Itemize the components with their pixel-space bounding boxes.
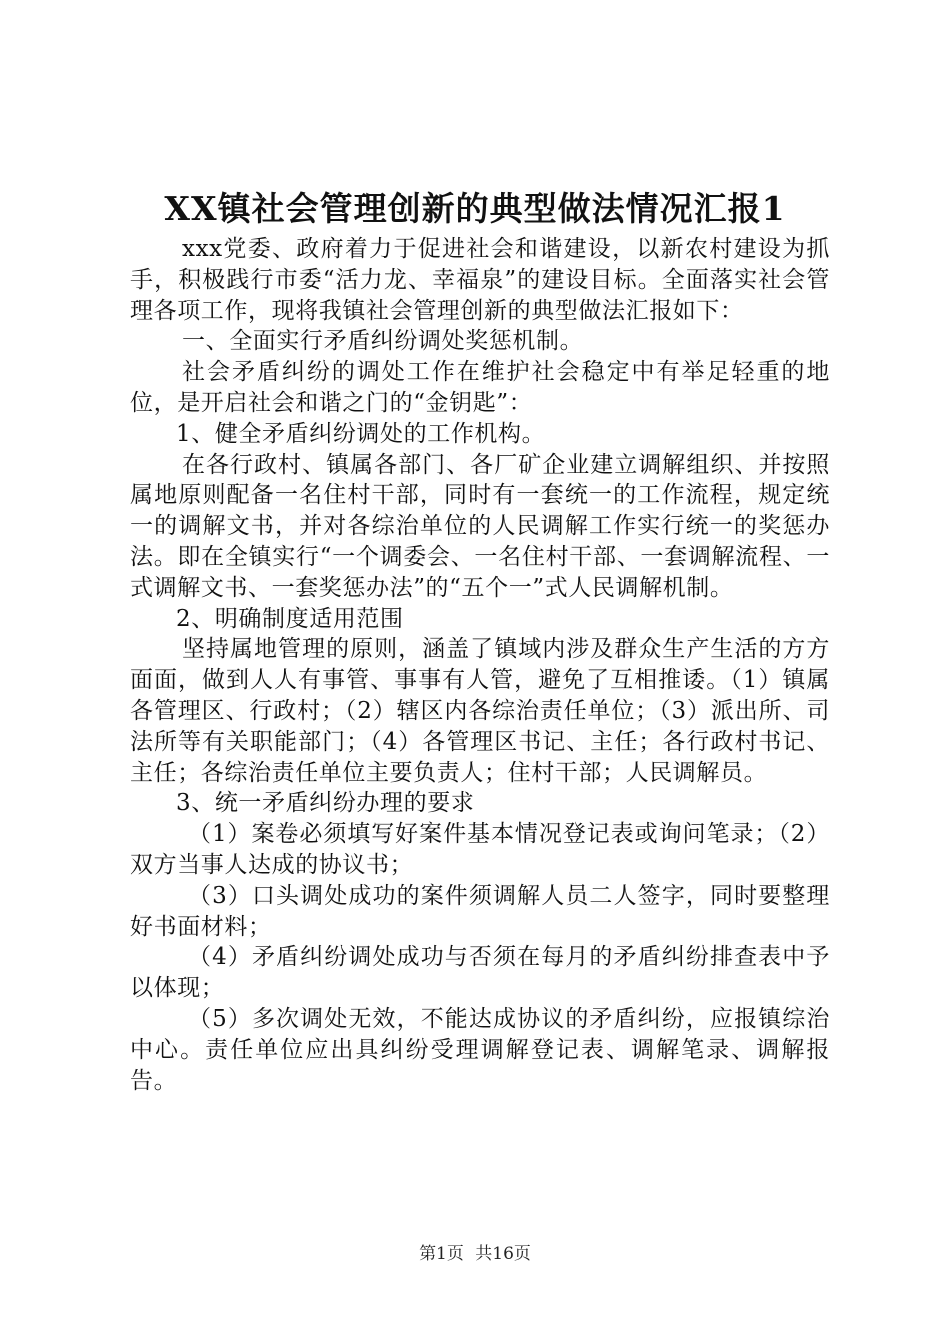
list-item-4: （4）矛盾纠纷调处成功与否须在每月的矛盾纠纷排查表中予以体现；: [130, 944, 830, 1002]
paragraph-subheading-2: 坚持属地管理的原则，涵盖了镇域内涉及群众生产生活的方方面面，做到人人有事管、事事有人管，避免了互相推诿。（1）镇属各管理区、行政村；（2）辖区内各综治责任单位；（3）派出所、司法所等有关职能部门；（4）各管理区书记、主任；各行政村书记、主任；各综治责任单位主要负责人；住村干部；人民调解员。: [130, 636, 830, 786]
document-body: [130, 234, 830, 1096]
paragraph-intro: xxx党委、政府着力于促进社会和谐建设，以新农村建设为抓手，积极践行市委“活力龙、幸福泉”的建设目标。全面落实社会管理各项工作，现将我镇社会管理创新的典型做法汇报如下：: [130, 236, 830, 324]
page-number: 第1页: [419, 1244, 464, 1264]
subheading-3: 3、统一矛盾纠纷办理的要求: [176, 790, 475, 817]
list-item-3: （3）口头调处成功的案件须调解人员二人签字，同时要整理好书面材料；: [130, 882, 830, 940]
page-footer: [0, 1242, 950, 1266]
paragraph-section-1: 社会矛盾纠纷的调处工作在维护社会稳定中有举足轻重的地位，是开启社会和谐之门的“金钥匙”：: [130, 359, 830, 416]
subheading-2: 2、明确制度适用范围: [176, 605, 404, 632]
section-heading-1: 一、全面实行矛盾纠纷调处奖惩机制。: [182, 328, 584, 355]
list-item-5: （5）多次调处无效，不能达成协议的矛盾纠纷，应报镇综治中心。责任单位应出具纠纷受理调解登记表、调解笔录、调解报告。: [130, 1005, 830, 1094]
subheading-1: 1、健全矛盾纠纷调处的工作机构。: [176, 420, 546, 447]
paragraph-subheading-1: 在各行政村、镇属各部门、各厂矿企业建立调解组织、并按照属地原则配备一名住村干部，同时有一套统一的工作流程，规定统一的调解文书，并对各综治单位的人民调解工作实行统一的奖惩办法。即在全镇实行“一个调委会、一名住村干部、一套调解流程、一式调解文书、一套奖惩办法”的“五个一”式人民调解机制。: [130, 451, 830, 601]
list-item-1-2: （1）案卷必须填写好案件基本情况登记表或询问笔录；（2）双方当事人达成的协议书；: [130, 821, 830, 878]
document-title: XX镇社会管理创新的典型做法情况汇报1: [164, 189, 786, 228]
page-total: 共16页: [475, 1244, 531, 1264]
